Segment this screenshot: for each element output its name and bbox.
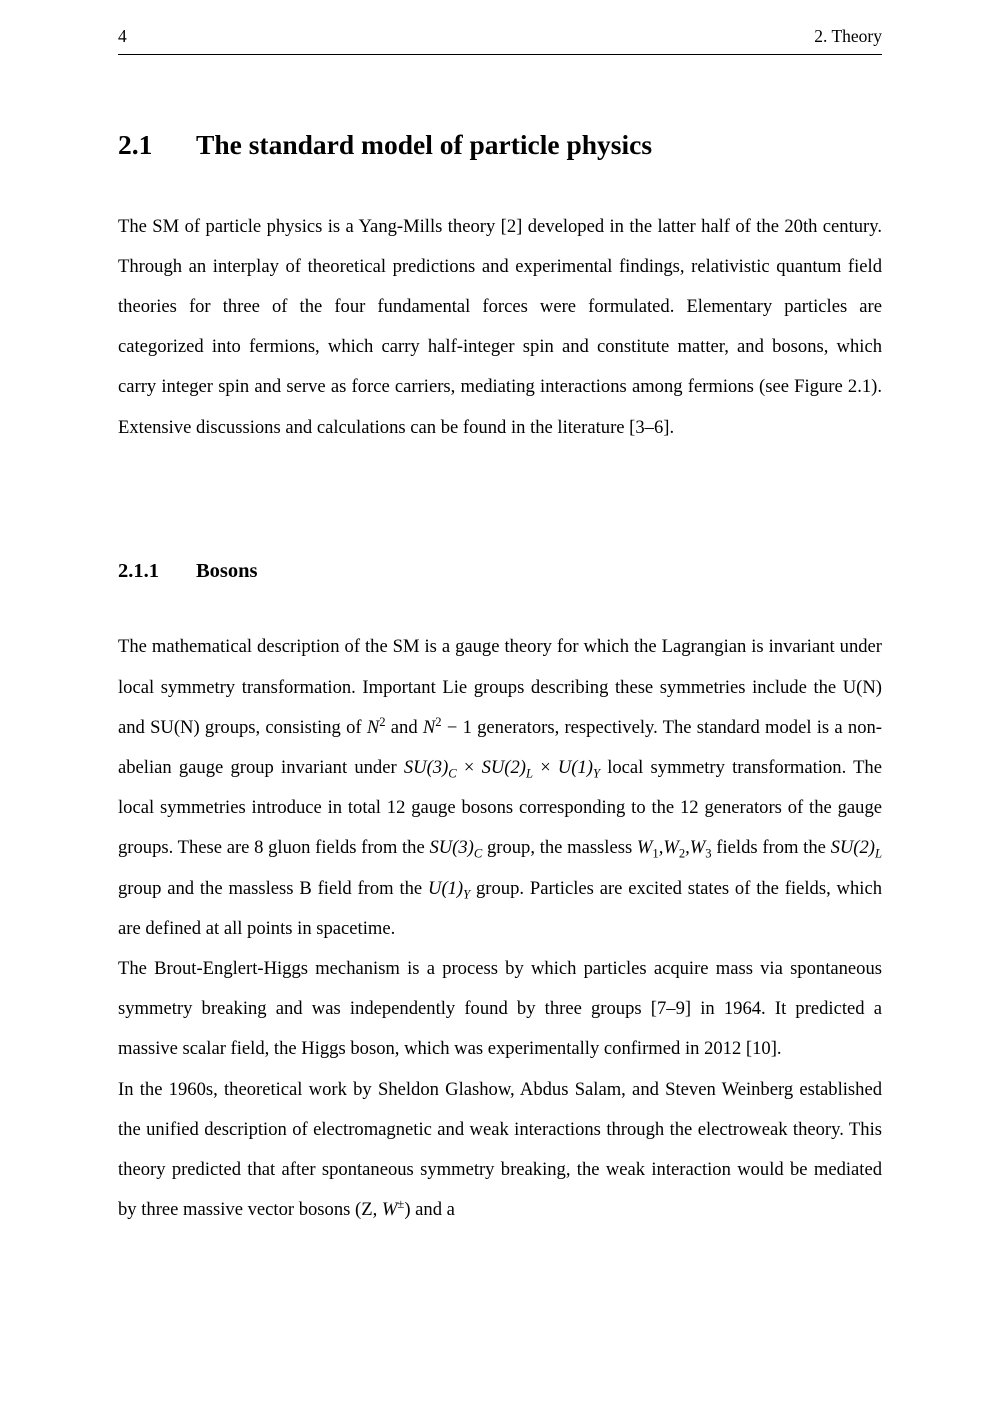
math-u1y-b-sub: Y	[463, 887, 471, 902]
math-su2l-b: SU(2)	[830, 837, 875, 859]
running-head	[118, 26, 882, 55]
math-N-2-exp: 2	[435, 714, 442, 729]
math-N-2: N	[422, 716, 436, 738]
math-su3c-a-sub: C	[448, 766, 457, 781]
math-N-2-rest: − 1	[441, 716, 472, 738]
math-u1y-a-sub: Y	[592, 766, 601, 781]
subsection-heading	[118, 560, 882, 584]
math-w-boson: W	[381, 1199, 398, 1221]
page-number: 4	[118, 26, 127, 46]
text-run: group and the massless B field from the	[118, 877, 429, 899]
section-title-text: The standard model of particle physics	[196, 129, 653, 160]
math-u1y-a: U(1)	[557, 757, 593, 779]
text-run: ×	[533, 757, 558, 779]
math-u1y-b: U(1)	[428, 877, 464, 899]
math-w3-sub: 3	[705, 847, 712, 862]
math-w1: W	[636, 837, 653, 859]
paragraph-bosons-fields	[118, 627, 882, 949]
math-w2: ,W	[658, 837, 679, 859]
text-run: group. Particles are excited states of the fields, which are defined at all points in spacetime.	[118, 877, 882, 939]
paragraph-higgs-mechanism: The Brout-Englert-Higgs mechanism is a process by which particles acquire mass via spontaneous symmetry breaking and was independently found by three groups [7–9] in 1964. It predicted a massive scalar field, the Higgs boson, which was experimentally confirmed in 2012 [10].	[118, 958, 882, 1060]
math-su3c-b: SU(3)	[429, 837, 474, 859]
subsection-number: 2.1.1	[118, 559, 159, 582]
math-su2l-b-sub: L	[874, 847, 883, 862]
math-w-boson-sup: ±	[397, 1197, 405, 1212]
math-w3: ,W	[685, 837, 706, 859]
text-run: local symmetry transformation. The local symmetries introduce in total 12 gauge bosons corresponding to the 12 generators of the gauge groups. These are 8 gluon fields from the	[118, 757, 882, 859]
math-su2l-a: SU(2)	[481, 757, 526, 779]
math-su3c-b-sub: C	[473, 847, 483, 862]
chapter-title: 2. Theory	[814, 26, 882, 46]
section-heading	[118, 129, 882, 161]
text-run: In the 1960s, theoretical work by Sheldon Glashow, Abdus Salam, and Steven Weinberg established the unified description of electromagnetic and weak interactions through the electroweak theory. This theory predicted that after spontaneous symmetry breaking, the weak interaction would be mediated by three massive vector bosons (Z,	[118, 1078, 882, 1221]
text-run: ×	[456, 757, 482, 779]
text-run: ) and a	[404, 1199, 455, 1221]
text-run: The mathematical description of the SM is a gauge theory for which the Lagrangian is invariant under local symmetry transformation. Important Lie groups describing these symmetries include the U(N) and SU(N) groups, consisting of	[118, 636, 882, 738]
text-run: group, the massless	[482, 837, 637, 859]
math-N-1-exp: 2	[379, 714, 386, 729]
text-run: fields from the	[711, 837, 831, 859]
paragraph-electroweak	[118, 1070, 882, 1231]
intro-paragraph: The SM of particle physics is a Yang-Mills theory [2] developed in the latter half of the 20th century. Through an interplay of theoretical predictions and experimental findings, relativistic quantum field theories for three of the four fundamental forces were formulated. Elementary particles are categorized into fermions, which carry half-integer spin and constitute matter, and bosons, which carry integer spin and serve as force carriers, mediating interactions among fermions (see Figure 2.1). Extensive discussions and calculations can be found in the literature [3–6].	[118, 215, 882, 438]
section-number: 2.1	[118, 129, 153, 160]
text-run: and	[385, 716, 423, 738]
math-su2l-a-sub: L	[525, 766, 533, 781]
math-su3c-a: SU(3)	[403, 757, 449, 779]
subsection-title-text: Bosons	[196, 559, 258, 582]
math-N-1: N	[366, 716, 380, 738]
text-run: generators, respectively. The standard model is a non-abelian gauge group invariant under	[118, 716, 882, 779]
math-w2-sub: 2	[678, 847, 686, 862]
math-w1-sub: 1	[652, 847, 659, 862]
